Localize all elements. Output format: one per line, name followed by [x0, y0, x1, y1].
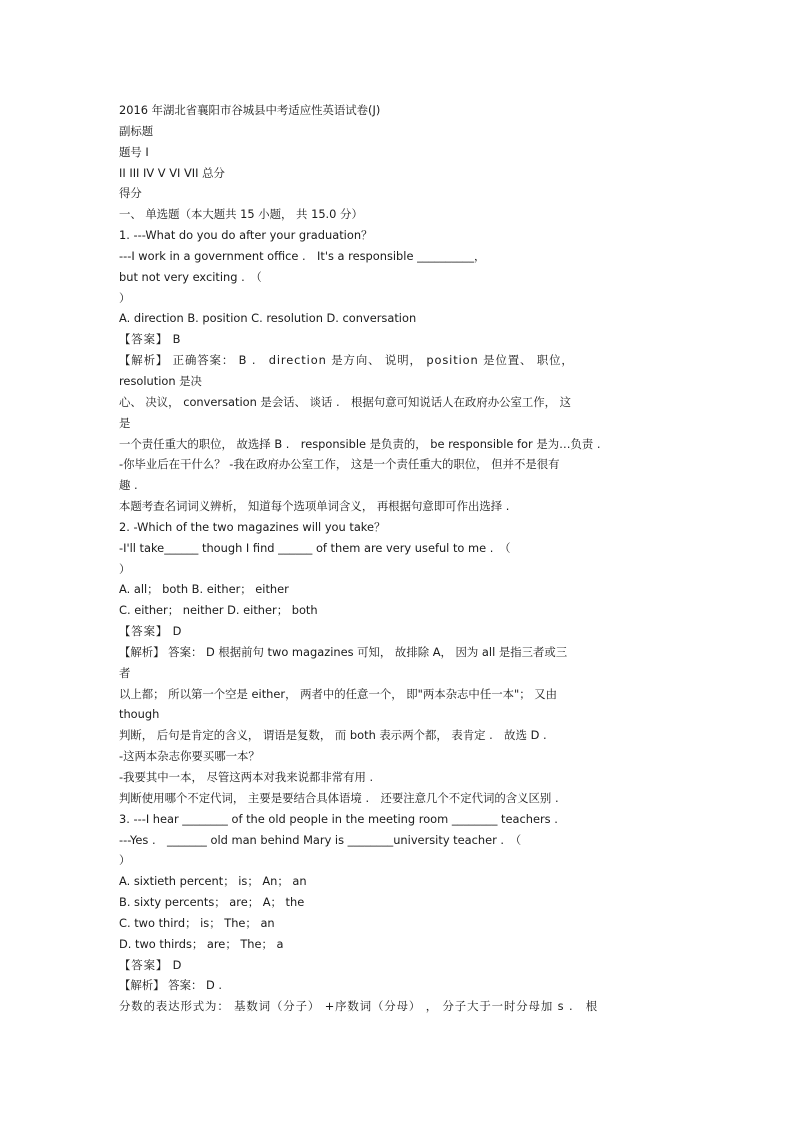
question-2-explanation: -我要其中一本， 尽管这两本对我来说都非常有用 .	[119, 770, 374, 784]
question-2-options: C. either； neither D. either； both	[119, 603, 318, 618]
question-3-explanation: 【解析】 答案： D .	[119, 978, 222, 993]
question-1-explanation: 一个责任重大的职位， 故选择 B . responsible 是负责的， be responsible for 是为…负责 .	[119, 436, 601, 451]
question-2-answer: 【答案】 D	[119, 624, 183, 639]
question-2-explanation: -这两本杂志你要买哪一本？	[119, 749, 260, 764]
question-2-text: -I'll take______ though I find ______ of them are very useful to me . （	[119, 540, 511, 555]
question-3-option-c: C. two third； is； The； an	[119, 915, 275, 930]
question-1-text: ）	[119, 290, 131, 305]
score-table-row-2: II III IV V VI VII 总分	[119, 165, 225, 180]
question-2-explanation: 判断使用哪个不定代词， 主要是要结合具体语境 . 还要注意几个不定代词的含义区别 .	[119, 790, 559, 805]
document-body	[119, 100, 679, 1017]
question-1-text: ---I work in a government office . It's a responsible __________，	[119, 248, 486, 263]
question-2-explanation: 【解析】 答案： D 根据前句 two magazines 可知， 故排除 A， 因为 all 是指三者或三	[119, 644, 568, 659]
section-heading: 一、 单选题（本大题共 15 小题， 共 15.0 分）	[119, 207, 363, 222]
subtitle: 副标题	[119, 123, 154, 138]
question-1-explanation: resolution 是决	[119, 373, 202, 388]
question-3-answer: 【答案】 D	[119, 957, 183, 972]
question-2-explanation: 以上都； 所以第一个空是 either， 两者中的任意一个， 即"两本杂志中任一本"； 又由	[119, 686, 558, 701]
question-1-options: A. direction B. position C. resolution D. conversation	[119, 311, 417, 326]
question-2-explanation: though	[119, 707, 160, 722]
question-1-explanation: 本题考查名词词义辨析， 知道每个选项单词含义， 再根据句意即可作出选择 .	[119, 499, 510, 514]
score-table-row-3: 得分	[119, 186, 142, 201]
question-2-stem: 2. -Which of the two magazines will you take？	[119, 519, 386, 534]
question-1-explanation: 趣 .	[119, 478, 138, 493]
question-1-explanation: 【解析】 正确答案： B . direction 是方向、 说明， position 是位置、 职位，	[119, 353, 574, 368]
question-3-option-d: D. two thirds； are； The； a	[119, 936, 284, 951]
question-1-explanation: -你毕业后在干什么？ -我在政府办公室工作， 这是一个责任重大的职位， 但并不是很有	[119, 457, 560, 472]
question-1-stem: 1. ---What do you do after your graduation？	[119, 228, 373, 243]
question-1-explanation: 心、 决议， conversation 是会话、 谈话 . 根据句意可知说话人在政府办公室工作， 这	[119, 394, 572, 409]
question-3-explanation: 分数的表达形式为： 基数词（分子） +序数词（分母） ， 分子大于一时分母加 s . 根	[119, 999, 599, 1014]
question-2-explanation: 判断， 后句是肯定的含义， 谓语是复数， 而 both 表示两个都， 表肯定 . 故选 D .	[119, 728, 547, 743]
question-3-stem: 3. ---I hear ________ of the old people in the meeting room ________ teachers .	[119, 811, 558, 826]
question-1-text: but not very exciting . （	[119, 269, 262, 284]
score-table-row-1: 题号 I	[119, 144, 149, 159]
question-3-text: ）	[119, 853, 131, 868]
question-2-explanation: 者	[119, 665, 131, 680]
question-2-options: A. all； both B. either； either	[119, 582, 289, 597]
question-3-option-b: B. sixty percents； are； A； the	[119, 895, 305, 910]
question-3-text: ---Yes . _______ old man behind Mary is ________university teacher . （	[119, 832, 522, 847]
question-1-explanation: 是	[119, 415, 131, 430]
document-title: 2016 年湖北省襄阳市谷城县中考适应性英语试卷(J)	[119, 103, 381, 117]
question-1-answer: 【答案】 B	[119, 332, 182, 347]
question-3-option-a: A. sixtieth percent； is； An； an	[119, 874, 307, 889]
question-2-text: ）	[119, 561, 131, 576]
